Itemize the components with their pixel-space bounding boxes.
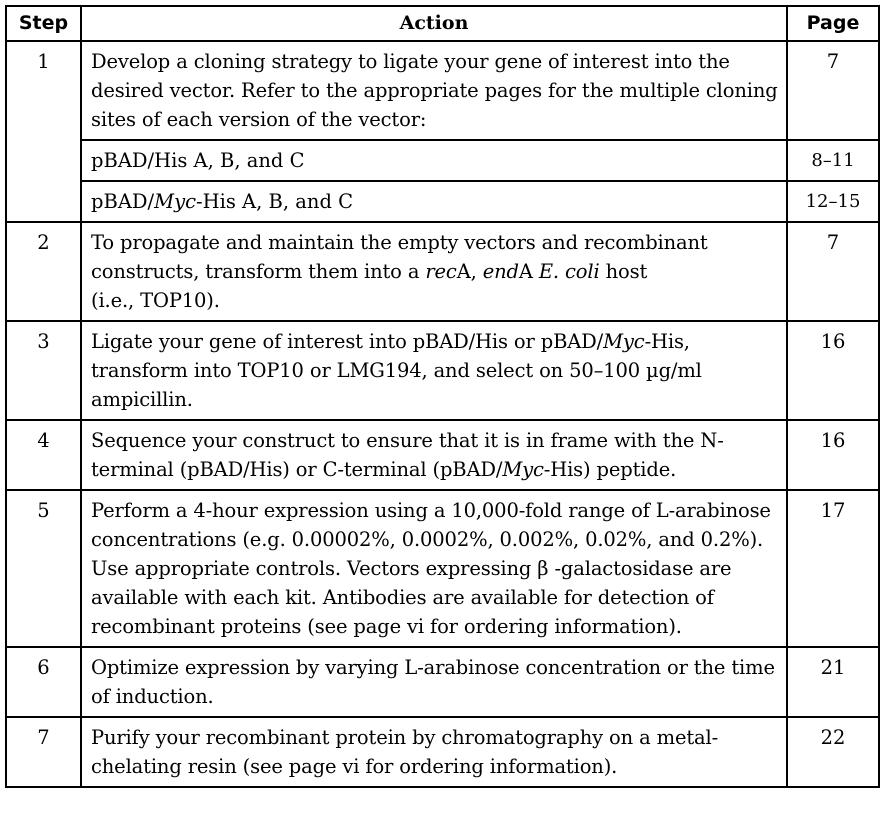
vector-name: pBAD/His A, B, and C (81, 140, 787, 181)
step-number: 2 (6, 222, 81, 321)
page-number: 21 (787, 647, 879, 717)
table-row (6, 717, 879, 787)
step-number: 6 (6, 647, 81, 717)
action-text: Sequence your construct to ensure that it is in frame with the N-terminal (pBAD/His) or C-terminal (pBAD/Myc-His) peptide. (81, 420, 787, 490)
page-number: 22 (787, 717, 879, 787)
table-row (6, 41, 879, 140)
step-number: 5 (6, 490, 81, 647)
action-text: Develop a cloning strategy to ligate your gene of interest into the desired vector. Refer to the appropriate pages for the multiple cloning sites of each version of the vector: (81, 41, 787, 140)
table-row (6, 222, 879, 321)
action-text: Optimize expression by varying L-arabinose concentration or the time of induction. (81, 647, 787, 717)
header-action: Action (81, 6, 787, 41)
step-number: 4 (6, 420, 81, 490)
action-text: Ligate your gene of interest into pBAD/His or pBAD/Myc-His, transform into TOP10 or LMG194, and select on 50–100 µg/ml ampicillin. (81, 321, 787, 420)
step-number: 1 (6, 41, 81, 222)
action-text: Purify your recombinant protein by chromatography on a metal-chelating resin (see page vi for ordering information). (81, 717, 787, 787)
header-page: Page (787, 6, 879, 41)
table-row (6, 490, 879, 647)
page-range: 8–11 (787, 140, 879, 181)
table-subrow (6, 181, 879, 222)
step-number: 3 (6, 321, 81, 420)
protocol-table (5, 5, 880, 788)
page-number: 16 (787, 321, 879, 420)
table-row (6, 321, 879, 420)
page-range: 12–15 (787, 181, 879, 222)
table-subrow (6, 140, 879, 181)
table-row (6, 420, 879, 490)
page-number: 7 (787, 222, 879, 321)
page-number: 17 (787, 490, 879, 647)
vector-name: pBAD/Myc-His A, B, and C (81, 181, 787, 222)
header-row (6, 6, 879, 41)
page-number: 16 (787, 420, 879, 490)
page-number: 7 (787, 41, 879, 140)
action-text: To propagate and maintain the empty vectors and recombinant constructs, transform them into a recA, endA E. coli host (i.e., TOP10). (81, 222, 787, 321)
step-number: 7 (6, 717, 81, 787)
table-row (6, 647, 879, 717)
header-step: Step (6, 6, 81, 41)
action-text: Perform a 4-hour expression using a 10,000-fold range of L-arabinose concentrations (e.g. 0.00002%, 0.0002%, 0.002%, 0.02%, and 0.2%). Use appropriate controls. Vectors expressing β -galactosidase are available with each kit. Antibodies are available for detection of recombinant proteins (see page vi for ordering information). (81, 490, 787, 647)
